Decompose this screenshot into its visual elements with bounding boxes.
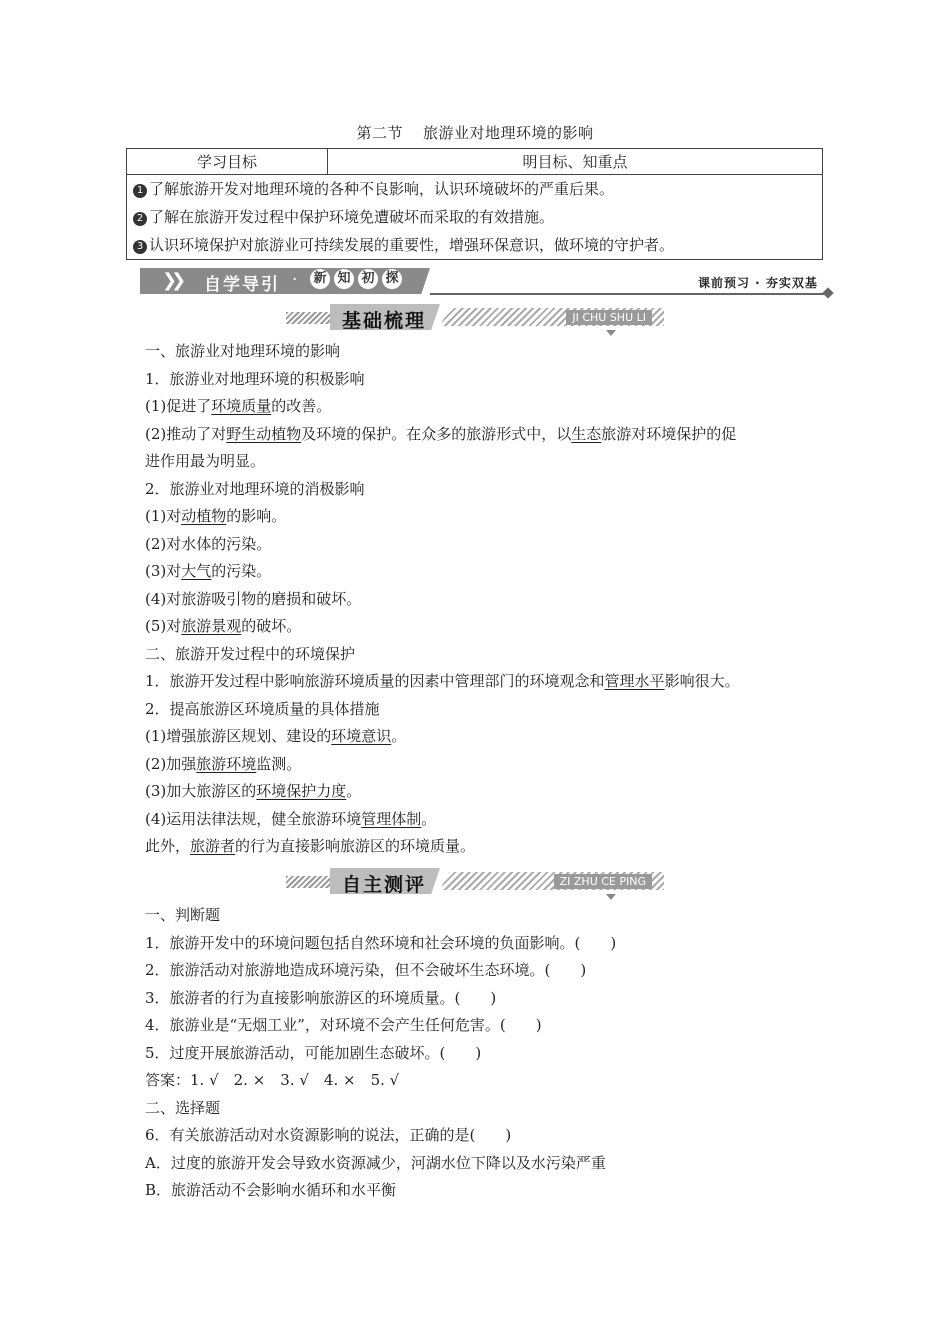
text-segment: 。 <box>421 809 437 828</box>
goal-item <box>127 175 822 203</box>
text-line <box>145 393 740 421</box>
banner-circle-char: 知 <box>334 269 354 289</box>
section-number: 第二节 <box>356 124 403 142</box>
answer-blank: 环境保护力度 <box>256 782 347 800</box>
text-line: 二、选择题 <box>145 1098 221 1117</box>
text-line <box>145 778 740 806</box>
text-segment: 的行为直接影响旅游区的环境质量。 <box>235 837 476 855</box>
text-segment: (1)促进了 <box>145 397 212 415</box>
text-segment: 1．旅游开发过程中影响旅游环境质量的因素中管理部门的环境观念和 <box>145 672 605 690</box>
goal-text: 了解旅游开发对地理环境的各种不良影响，认识环境破坏的严重后果。 <box>149 180 615 198</box>
triangle-down-icon <box>606 330 616 336</box>
content-block-basics <box>145 338 740 861</box>
text-segment: 监测。 <box>256 754 302 773</box>
text-line: 1．旅游开发中的环境问题包括自然环境和社会环境的负面影响。( ) <box>145 933 617 952</box>
goals-header-left: 学习目标 <box>127 149 328 175</box>
text-segment: 此外， <box>145 837 191 855</box>
content-block-selftest <box>145 902 616 1205</box>
text-segment: (2)推动了对 <box>145 424 227 443</box>
section-heading: 旅游业对地理环境的影响 <box>423 124 594 142</box>
stripe-decoration <box>286 876 330 888</box>
text-segment: (1)增强旅游区规划、建设的 <box>145 727 332 745</box>
self-study-banner <box>140 266 840 296</box>
answer-blank: 管理水平 <box>604 672 665 690</box>
text-segment: (5)对 <box>145 617 182 635</box>
text-line: A．过度的旅游开发会导致水资源减少，河湖水位下降以及水污染严重 <box>145 1153 606 1172</box>
text-segment: 的污染。 <box>211 562 272 580</box>
section-header-selftest <box>286 868 664 894</box>
text-line: 二、旅游开发过程中的环境保护 <box>145 644 356 663</box>
text-line: 3．旅游者的行为直接影响旅游区的环境质量。( ) <box>145 988 497 1007</box>
text-line <box>145 668 740 696</box>
answer-blank: 环境意识 <box>331 727 392 745</box>
text-segment: (2)加强 <box>145 754 197 773</box>
text-line: 2．提高旅游区环境质量的具体措施 <box>145 699 380 718</box>
text-line: B．旅游活动不会影响水循环和水平衡 <box>145 1181 397 1199</box>
banner-circle-char: 探 <box>382 269 402 289</box>
answer-blank: 旅游环境 <box>196 754 257 773</box>
section-header-title: 自主测评 <box>342 874 427 896</box>
text-segment: 。 <box>346 782 362 800</box>
goals-header-right: 明目标、知重点 <box>328 149 823 175</box>
answer-blank: 生态 <box>571 424 602 443</box>
goals-list <box>127 175 823 260</box>
text-line: 4．旅游业是“无烟工业”，对环境不会产生任何危害。( ) <box>145 1016 542 1034</box>
text-segment: (1)对 <box>145 507 182 525</box>
text-line <box>145 751 740 779</box>
section-header-pinyin: ZI ZHU CE PING <box>554 874 652 889</box>
section-header-title: 基础梳理 <box>342 310 427 332</box>
text-line <box>145 613 740 641</box>
text-line <box>145 558 740 586</box>
number-badge-icon: 2 <box>133 212 147 226</box>
text-line: 2．旅游活动对旅游地造成环境污染，但不会破坏生态环境。( ) <box>145 961 587 979</box>
goal-text: 认识环境保护对旅游业可持续发展的重要性，增强环保意识，做环境的守护者。 <box>149 236 675 254</box>
banner-circle-char: 初 <box>358 269 378 289</box>
diamond-icon <box>822 287 833 298</box>
text-line: 1．旅游业对地理环境的积极影响 <box>145 369 365 388</box>
goal-item <box>127 231 822 259</box>
text-line <box>145 503 740 531</box>
banner-circle-char: 新 <box>310 269 330 289</box>
answer-blank: 旅游者 <box>190 837 236 855</box>
goal-text: 了解在旅游开发过程中保护环境免遭破坏而采取的有效措施。 <box>149 208 555 226</box>
learning-goals-table <box>126 148 823 260</box>
text-segment: 旅游对环境保护的促 <box>601 424 737 443</box>
answer-blank: 野生动植物 <box>226 424 302 443</box>
answer-blank: 环境质量 <box>211 397 272 415</box>
text-line: 进作用最为明显。 <box>145 452 266 470</box>
text-segment: (3)对 <box>145 562 182 580</box>
text-line: 答案：1. √ 2. × 3. √ 4. × 5. √ <box>145 1071 400 1089</box>
text-segment: 的破坏。 <box>241 617 302 635</box>
banner-circles <box>310 269 402 289</box>
text-segment: 影响很大。 <box>664 672 740 690</box>
answer-blank: 旅游景观 <box>181 617 242 635</box>
double-chevron-icon: ❯❯ <box>162 270 181 291</box>
banner-subtitle: 课前预习 · 夯实双基 <box>698 276 818 290</box>
text-segment: 及环境的保护。在众多的旅游形式中，以 <box>301 424 572 443</box>
section-title <box>0 122 950 143</box>
answer-blank: 管理体制 <box>361 809 422 828</box>
section-header-pinyin: JI CHU SHU LI <box>566 310 652 325</box>
banner-underline <box>430 293 828 295</box>
stripe-decoration <box>286 312 330 324</box>
text-line: 一、旅游业对地理环境的影响 <box>145 342 341 360</box>
text-line <box>145 723 740 751</box>
text-segment: (3)加大旅游区的 <box>145 782 257 800</box>
triangle-down-icon <box>606 894 616 900</box>
answer-blank: 大气 <box>181 562 212 580</box>
goal-item <box>127 203 822 231</box>
text-line <box>145 833 740 861</box>
banner-dot: · <box>292 270 298 290</box>
text-segment: 的改善。 <box>271 397 332 415</box>
section-header-basics <box>286 304 664 330</box>
text-line: 2．旅游业对地理环境的消极影响 <box>145 479 365 498</box>
text-line <box>145 806 740 834</box>
text-line: (2)对水体的污染。 <box>145 534 272 553</box>
text-line: 6．有关旅游活动对水资源影响的说法，正确的是( ) <box>145 1126 512 1144</box>
text-segment: 的影响。 <box>226 507 287 525</box>
number-badge-icon: 1 <box>133 184 147 198</box>
text-segment: (4)运用法律法规，健全旅游环境 <box>145 809 362 828</box>
text-line <box>145 421 740 449</box>
text-line: 一、判断题 <box>145 906 221 924</box>
number-badge-icon: 3 <box>133 240 147 254</box>
text-line: (4)对旅游吸引物的磨损和破坏。 <box>145 589 362 608</box>
answer-blank: 动植物 <box>181 507 227 525</box>
text-segment: 。 <box>391 727 407 745</box>
banner-title: 自学导引 <box>204 275 280 295</box>
text-line: 5．过度开展旅游活动，可能加剧生态破坏。( ) <box>145 1043 482 1062</box>
